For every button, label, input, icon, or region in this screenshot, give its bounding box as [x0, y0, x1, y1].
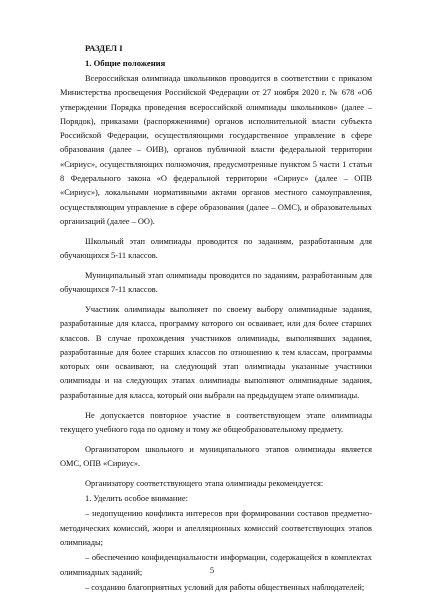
paragraph-organizer: Организатором школьного и муниципального этапов олимпиады является ОМС, ОПВ «Сириус». — [60, 444, 372, 468]
subsection-heading: 1. Общие положения — [85, 58, 166, 68]
paragraph-repeat-participation: Не допускается повторное участие в соответствующем этапе олимпиады текущего учебного года по одному и тому же общеобразовательному предмету. — [60, 410, 372, 434]
paragraph-school-stage: Школьный этап олимпиады проводится по заданиям, разработанным для обучающихся 5-11 классов. — [60, 236, 372, 261]
paragraph-municipal-stage: Муниципальный этап олимпиады проводится по заданиям, разработанным для обучающихся 7-11 классов. — [60, 270, 372, 295]
page-number: 5 — [209, 565, 215, 575]
section-heading: РАЗДЕЛ I — [85, 43, 123, 53]
list-item-confidentiality: – обеспечению конфиденциальности информации, содержащейся в комплектах олимпиадных заданий; — [60, 553, 372, 577]
paragraph-legal-basis: Всероссийская олимпиада школьников проводится в соответствии с приказом Министерства просвещения Российской Федерации от 27 ноября 2020 г. № 678 «Об утверждении Порядка проведения всероссийской олимпиады школьников» (далее – Порядок), приказами (распоряжениями) органов исполнительной власти субъекта Российской Федерации, осуществляющими государственное управление в сфере образования (далее – ОИВ), органов публичной власти федеральной территории «Сириус», осуществляющих полномочия, предусмотренные пунктом 5 части 1 статьи 8 Федерального закона «О федеральной территории «Сириус» (далее – ОПВ «Сириус»), локальными нормативными актами органов местного самоуправления, осуществляющим управление в сфере образования (далее – ОМС), и образовательных организаций (далее – ОО). — [60, 74, 372, 226]
paragraph-recommendations-intro: Организатору соответствующего этапа олимпиады рекомендуется: — [85, 478, 324, 488]
paragraph-participant-choice: Участник олимпиады выполняет по своему выбору олимпиадные задания, разработанные для класса, программу которого он осваивает, или для более старших классов. В случае прохождения участников олимпиады, выполнявших задания, разработанные для более старших классов по отношению к тем классам, программы которых они осваивают, на следующий этап олимпиады указанные участники олимпиады и на следующих этапах олимпиады выполняют олимпиадные задания, разработанные для класса, который они выбрали на предыдущем этапе олимпиады. — [60, 304, 372, 400]
list-item-conflict-of-interest: – недопущению конфликта интересов при формировании составов предметно-методических комиссий, жюри и апелляционных комиссий соответствующих этапов олимпиады; — [60, 509, 372, 547]
list-heading-special-attention: 1. Уделить особое внимание: — [85, 494, 188, 504]
list-item-observers: – созданию благоприятных условий для работы общественных наблюдателей; — [85, 582, 365, 592]
